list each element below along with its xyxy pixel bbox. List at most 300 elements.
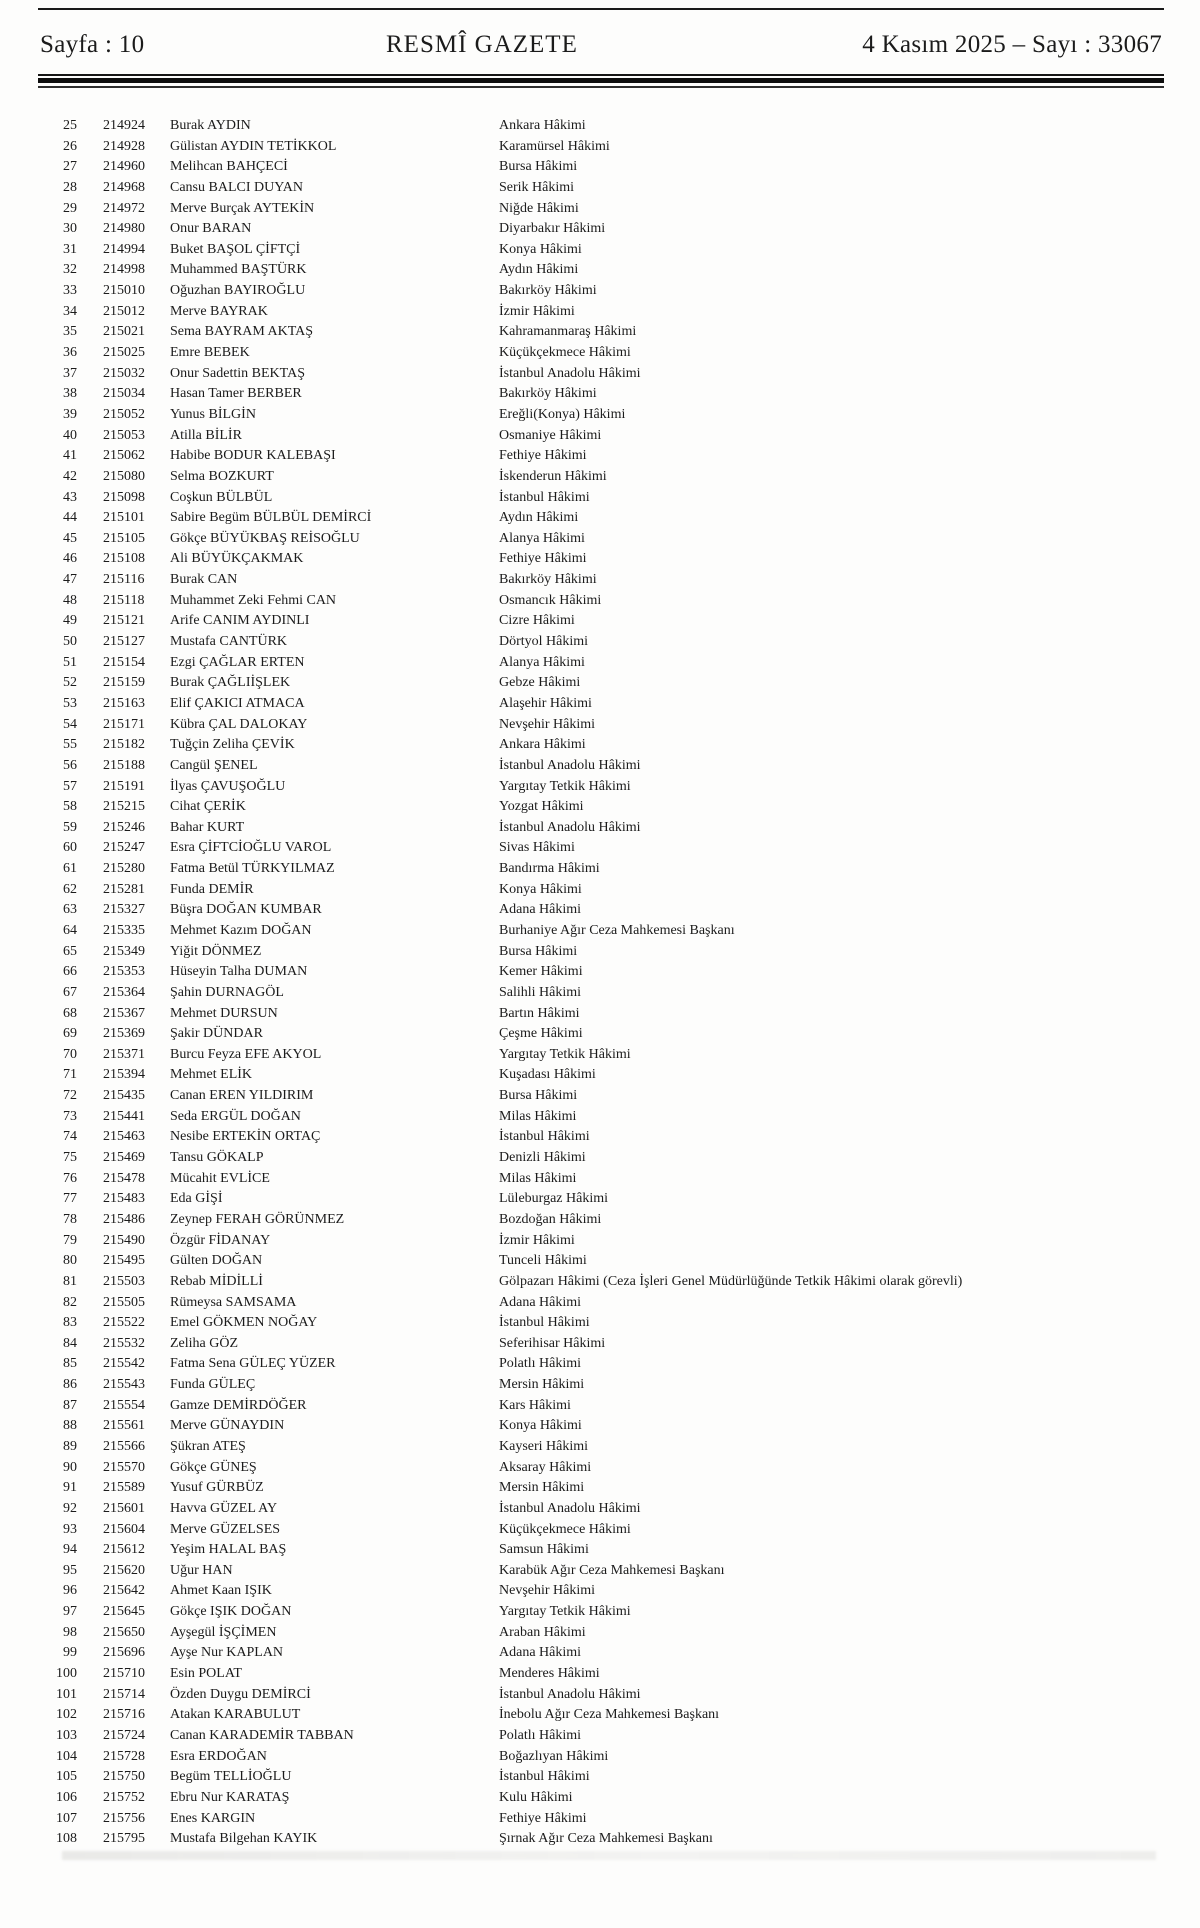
judge-name-cell: Mehmet ELİK: [170, 1067, 253, 1083]
judge-name-cell: Mustafa Bilgehan KAYIK: [170, 1831, 318, 1847]
registry-number-cell: 214928: [103, 138, 145, 154]
judge-position-cell: Ereğli(Konya) Hâkimi: [499, 406, 626, 422]
registry-number-cell: 215642: [103, 1583, 145, 1599]
judge-name-cell: Ahmet Kaan IŞIK: [170, 1583, 272, 1599]
table-row: [0, 1540, 1200, 1561]
judge-position-cell: Niğde Hâkimi: [499, 200, 579, 216]
judge-position-cell: Nevşehir Hâkimi: [499, 1583, 596, 1599]
table-row: [0, 1272, 1200, 1293]
row-number-cell: 101: [56, 1686, 77, 1702]
table-row: [0, 1251, 1200, 1272]
row-number-cell: 74: [63, 1129, 77, 1145]
judge-name-cell: Ali BÜYÜKÇAKMAK: [170, 551, 304, 567]
judge-position-cell: Menderes Hâkimi: [499, 1666, 600, 1682]
row-number-cell: 31: [63, 241, 77, 257]
row-number-cell: 55: [63, 737, 77, 753]
judge-position-cell: Bakırköy Hâkimi: [499, 386, 597, 402]
table-row: [0, 983, 1200, 1004]
registry-number-cell: 215394: [103, 1067, 145, 1083]
judge-position-cell: Burhaniye Ağır Ceza Mahkemesi Başkanı: [499, 922, 735, 938]
table-row: [0, 364, 1200, 385]
judge-position-cell: Samsun Hâkimi: [499, 1542, 589, 1558]
judge-position-cell: İstanbul Hâkimi: [499, 1129, 590, 1145]
table-row: [0, 1313, 1200, 1334]
judge-name-cell: Gökçe IŞIK DOĞAN: [170, 1604, 292, 1620]
table-row: [0, 1004, 1200, 1025]
row-number-cell: 57: [63, 778, 77, 794]
judge-name-cell: Büşra DOĞAN KUMBAR: [170, 902, 322, 918]
row-number-cell: 62: [63, 881, 77, 897]
registry-number-cell: 215601: [103, 1500, 145, 1516]
registry-number-cell: 214968: [103, 179, 145, 195]
table-row: [0, 1416, 1200, 1437]
judge-name-cell: Burak CAN: [170, 572, 238, 588]
registry-number-cell: 215335: [103, 922, 145, 938]
table-row: [0, 529, 1200, 550]
row-number-cell: 82: [63, 1294, 77, 1310]
registry-number-cell: 215280: [103, 861, 145, 877]
judge-position-cell: Polatlı Hâkimi: [499, 1356, 582, 1372]
registry-number-cell: 215053: [103, 427, 145, 443]
registry-number-cell: 215327: [103, 902, 145, 918]
table-row: [0, 1375, 1200, 1396]
judge-name-cell: Esin POLAT: [170, 1666, 242, 1682]
table-row: [0, 1726, 1200, 1747]
judge-name-cell: Gökçe BÜYÜKBAŞ REİSOĞLU: [170, 530, 360, 546]
row-number-cell: 43: [63, 489, 77, 505]
registry-number-cell: 215503: [103, 1273, 145, 1289]
judge-name-cell: Şakir DÜNDAR: [170, 1026, 263, 1042]
judge-name-cell: Hasan Tamer BERBER: [170, 386, 302, 402]
judge-position-cell: Bursa Hâkimi: [499, 159, 578, 175]
row-number-cell: 107: [56, 1810, 77, 1826]
table-row: [0, 240, 1200, 261]
registry-number-cell: 215756: [103, 1810, 145, 1826]
judge-name-cell: Ebru Nur KARATAŞ: [170, 1789, 290, 1805]
row-number-cell: 54: [63, 716, 77, 732]
judge-position-cell: Kulu Hâkimi: [499, 1789, 573, 1805]
judge-name-cell: Mehmet Kazım DOĞAN: [170, 922, 312, 938]
registry-number-cell: 215561: [103, 1418, 145, 1434]
gazette-title: RESMÎ GAZETE: [386, 31, 578, 58]
judge-position-cell: Dörtyol Hâkimi: [499, 634, 589, 650]
judge-position-cell: İstanbul Hâkimi: [499, 489, 590, 505]
registry-number-cell: 214998: [103, 262, 145, 278]
registry-number-cell: 215795: [103, 1831, 145, 1847]
row-number-cell: 29: [63, 200, 77, 216]
row-number-cell: 59: [63, 819, 77, 835]
table-row: [0, 1107, 1200, 1128]
judge-name-cell: Sabire Begüm BÜLBÜL DEMİRCİ: [170, 510, 372, 526]
judge-position-cell: Aksaray Hâkimi: [499, 1459, 592, 1475]
judge-name-cell: Ayşe Nur KAPLAN: [170, 1645, 284, 1661]
judge-position-cell: Yargıtay Tetkik Hâkimi: [499, 778, 631, 794]
registry-number-cell: 215080: [103, 468, 145, 484]
judge-position-cell: Tunceli Hâkimi: [499, 1253, 587, 1269]
judge-position-cell: Adana Hâkimi: [499, 902, 582, 918]
row-number-cell: 53: [63, 695, 77, 711]
registry-number-cell: 215469: [103, 1150, 145, 1166]
judge-name-cell: Hüseyin Talha DUMAN: [170, 964, 308, 980]
table-row: [0, 260, 1200, 281]
table-row: [0, 570, 1200, 591]
judge-position-cell: Aydın Hâkimi: [499, 510, 579, 526]
registry-number-cell: 215182: [103, 737, 145, 753]
row-number-cell: 46: [63, 551, 77, 567]
judge-position-cell: Seferihisar Hâkimi: [499, 1335, 606, 1351]
page-number-label: Sayfa : 10: [40, 31, 145, 58]
registry-number-cell: 215025: [103, 345, 145, 361]
row-number-cell: 65: [63, 943, 77, 959]
registry-number-cell: 215353: [103, 964, 145, 980]
judge-name-cell: Gökçe GÜNEŞ: [170, 1459, 257, 1475]
judge-position-cell: Yargıtay Tetkik Hâkimi: [499, 1604, 631, 1620]
registry-number-cell: 215554: [103, 1397, 145, 1413]
row-number-cell: 56: [63, 757, 77, 773]
table-row: [0, 1045, 1200, 1066]
judge-name-cell: Habibe BODUR KALEBAŞI: [170, 448, 336, 464]
judge-position-cell: Kemer Hâkimi: [499, 964, 583, 980]
judge-position-cell: Küçükçekmece Hâkimi: [499, 345, 631, 361]
judge-position-cell: Araban Hâkimi: [499, 1624, 586, 1640]
judge-position-cell: Osmancık Hâkimi: [499, 592, 602, 608]
judge-position-cell: Kars Hâkimi: [499, 1397, 571, 1413]
table-row: [0, 1561, 1200, 1582]
table-row: [0, 715, 1200, 736]
registry-number-cell: 215612: [103, 1542, 145, 1558]
registry-number-cell: 215505: [103, 1294, 145, 1310]
registry-number-cell: 215163: [103, 695, 145, 711]
registry-number-cell: 214924: [103, 118, 145, 133]
judge-position-cell: İstanbul Anadolu Hâkimi: [499, 1500, 641, 1516]
row-number-cell: 97: [63, 1604, 77, 1620]
table-row: [0, 281, 1200, 302]
judge-name-cell: Buket BAŞOL ÇİFTÇİ: [170, 241, 301, 257]
judge-name-cell: Mücahit EVLİCE: [170, 1170, 270, 1186]
table-row: [0, 756, 1200, 777]
judge-name-cell: Esra ÇİFTCİOĞLU VAROL: [170, 840, 332, 856]
registry-number-cell: 215364: [103, 984, 145, 1000]
table-row: [0, 116, 1200, 137]
judge-name-cell: Burak ÇAĞLIİŞLEK: [170, 675, 291, 691]
judge-position-cell: İstanbul Anadolu Hâkimi: [499, 757, 641, 773]
registry-number-cell: 215034: [103, 386, 145, 402]
row-number-cell: 78: [63, 1211, 77, 1227]
row-number-cell: 92: [63, 1500, 77, 1516]
registry-number-cell: 215570: [103, 1459, 145, 1475]
registry-number-cell: 215101: [103, 510, 145, 526]
judge-position-cell: Alanya Hâkimi: [499, 654, 585, 670]
row-number-cell: 83: [63, 1315, 77, 1331]
row-number-cell: 25: [63, 118, 77, 133]
row-number-cell: 77: [63, 1191, 77, 1207]
judge-position-cell: Alanya Hâkimi: [499, 530, 585, 546]
table-row: [0, 1788, 1200, 1809]
judge-position-cell: İstanbul Anadolu Hâkimi: [499, 1686, 641, 1702]
registry-number-cell: 215478: [103, 1170, 145, 1186]
row-number-cell: 30: [63, 221, 77, 237]
row-number-cell: 95: [63, 1562, 77, 1578]
judge-name-cell: Mehmet DURSUN: [170, 1005, 278, 1021]
table-row: [0, 735, 1200, 756]
table-row: [0, 384, 1200, 405]
row-number-cell: 105: [56, 1769, 77, 1785]
registry-number-cell: 215566: [103, 1439, 145, 1454]
judge-name-cell: Muhammet Zeki Fehmi CAN: [170, 592, 337, 608]
judge-name-cell: Emre BEBEK: [170, 345, 250, 361]
judge-name-cell: Ezgi ÇAĞLAR ERTEN: [170, 654, 305, 670]
judge-name-cell: Elif ÇAKICI ATMACA: [170, 695, 305, 711]
judge-name-cell: Özden Duygu DEMİRCİ: [170, 1686, 311, 1702]
judge-name-cell: Canan EREN YILDIRIM: [170, 1088, 314, 1104]
judge-name-cell: Özgür FİDANAY: [170, 1232, 271, 1248]
row-number-cell: 50: [63, 634, 77, 650]
judge-name-cell: Merve GÜNAYDIN: [170, 1418, 285, 1434]
judge-position-cell: Şırnak Ağır Ceza Mahkemesi Başkanı: [499, 1831, 713, 1847]
registry-number-cell: 215724: [103, 1727, 145, 1743]
judge-position-cell: Adana Hâkimi: [499, 1645, 582, 1661]
registry-number-cell: 215650: [103, 1624, 145, 1640]
table-row: [0, 549, 1200, 570]
table-row: [0, 178, 1200, 199]
registry-number-cell: 214960: [103, 159, 145, 175]
registry-number-cell: 215543: [103, 1377, 145, 1393]
table-row: [0, 1437, 1200, 1458]
row-number-cell: 100: [56, 1666, 77, 1682]
judge-position-cell: Mersin Hâkimi: [499, 1480, 585, 1496]
table-row: [0, 921, 1200, 942]
table-row: [0, 343, 1200, 364]
table-row: [0, 1086, 1200, 1107]
row-number-cell: 47: [63, 572, 77, 588]
judge-position-cell: Karamürsel Hâkimi: [499, 138, 610, 154]
judge-position-cell: İzmir Hâkimi: [499, 303, 575, 319]
row-number-cell: 44: [63, 510, 77, 526]
judge-name-cell: Sema BAYRAM AKTAŞ: [170, 324, 314, 340]
registry-number-cell: 215154: [103, 654, 145, 670]
judge-position-cell: Bandırma Hâkimi: [499, 861, 600, 877]
table-row: [0, 1024, 1200, 1045]
table-row: [0, 673, 1200, 694]
judge-name-cell: Cihat ÇERİK: [170, 799, 246, 815]
registry-number-cell: 215108: [103, 551, 145, 567]
registry-number-cell: 215121: [103, 613, 145, 629]
table-row: [0, 777, 1200, 798]
table-row: [0, 1602, 1200, 1623]
judge-position-cell: Fethiye Hâkimi: [499, 448, 587, 464]
registry-number-cell: 215062: [103, 448, 145, 464]
row-number-cell: 61: [63, 861, 77, 877]
row-number-cell: 51: [63, 654, 77, 670]
table-row: [0, 1458, 1200, 1479]
header-divider-thick: [38, 78, 1164, 83]
registry-number-cell: 215620: [103, 1562, 145, 1578]
row-number-cell: 63: [63, 902, 77, 918]
header-top-rule: [38, 8, 1164, 10]
judge-name-cell: Zeynep FERAH GÖRÜNMEZ: [170, 1211, 345, 1227]
table-row: [0, 1809, 1200, 1830]
registry-number-cell: 215716: [103, 1707, 145, 1723]
registry-number-cell: 215728: [103, 1748, 145, 1764]
registry-number-cell: 215188: [103, 757, 145, 773]
registry-number-cell: 215495: [103, 1253, 145, 1269]
row-number-cell: 69: [63, 1026, 77, 1042]
row-number-cell: 102: [56, 1707, 77, 1723]
judge-name-cell: Enes KARGIN: [170, 1810, 256, 1826]
registry-number-cell: 215490: [103, 1232, 145, 1248]
judge-position-cell: Bakırköy Hâkimi: [499, 572, 597, 588]
row-number-cell: 41: [63, 448, 77, 464]
judge-position-cell: Lüleburgaz Hâkimi: [499, 1191, 608, 1207]
judge-name-cell: Arife CANIM AYDINLI: [170, 613, 310, 629]
row-number-cell: 75: [63, 1150, 77, 1166]
judge-name-cell: Nesibe ERTEKİN ORTAÇ: [170, 1129, 321, 1145]
row-number-cell: 90: [63, 1459, 77, 1475]
judge-position-cell: İstanbul Anadolu Hâkimi: [499, 819, 641, 835]
row-number-cell: 38: [63, 386, 77, 402]
row-number-cell: 45: [63, 530, 77, 546]
judge-name-cell: Selma BOZKURT: [170, 468, 274, 484]
registry-number-cell: 215021: [103, 324, 145, 340]
registry-number-cell: 214994: [103, 241, 145, 257]
registry-number-cell: 215714: [103, 1686, 145, 1702]
table-row: [0, 157, 1200, 178]
row-number-cell: 86: [63, 1377, 77, 1393]
row-number-cell: 79: [63, 1232, 77, 1248]
table-row: [0, 1623, 1200, 1644]
table-row: [0, 880, 1200, 901]
judge-name-cell: Cansu BALCI DUYAN: [170, 179, 303, 195]
judge-name-cell: Funda DEMİR: [170, 881, 254, 897]
judge-name-cell: Canan KARADEMİR TABBAN: [170, 1727, 354, 1743]
judge-position-cell: Osmaniye Hâkimi: [499, 427, 602, 443]
judge-name-cell: Gamze DEMİRDÖĞER: [170, 1397, 307, 1413]
judge-name-cell: Rümeysa SAMSAMA: [170, 1294, 297, 1310]
row-number-cell: 91: [63, 1480, 77, 1496]
row-number-cell: 28: [63, 179, 77, 195]
table-row: [0, 508, 1200, 529]
table-row: [0, 632, 1200, 653]
judge-name-cell: Fatma Betül TÜRKYILMAZ: [170, 861, 335, 877]
table-row: [0, 1354, 1200, 1375]
table-row: [0, 1127, 1200, 1148]
row-number-cell: 104: [56, 1748, 77, 1764]
table-row: [0, 199, 1200, 220]
registry-number-cell: 215191: [103, 778, 145, 794]
row-number-cell: 42: [63, 468, 77, 484]
row-number-cell: 76: [63, 1170, 77, 1186]
date-issue-label: 4 Kasım 2025 – Sayı : 33067: [862, 31, 1162, 58]
judge-name-cell: Begüm TELLİOĞLU: [170, 1769, 292, 1785]
judge-position-cell: Adana Hâkimi: [499, 1294, 582, 1310]
judge-position-cell: Kahramanmaraş Hâkimi: [499, 324, 637, 340]
judge-position-cell: Mersin Hâkimi: [499, 1377, 585, 1393]
row-number-cell: 84: [63, 1335, 77, 1351]
table-row: [0, 467, 1200, 488]
judge-position-cell: Bozdoğan Hâkimi: [499, 1211, 602, 1227]
row-number-cell: 64: [63, 922, 77, 938]
judge-name-cell: Gülistan AYDIN TETİKKOL: [170, 138, 337, 154]
judge-position-cell: Denizli Hâkimi: [499, 1150, 586, 1166]
table-row: [0, 797, 1200, 818]
judge-name-cell: Burcu Feyza EFE AKYOL: [170, 1046, 322, 1062]
judge-position-cell: Yargıtay Tetkik Hâkimi: [499, 1046, 631, 1062]
row-number-cell: 49: [63, 613, 77, 629]
row-number-cell: 40: [63, 427, 77, 443]
registry-number-cell: 215281: [103, 881, 145, 897]
judge-position-cell: Gölpazarı Hâkimi (Ceza İşleri Genel Müdürlüğünde Tetkik Hâkimi olarak görevli): [499, 1273, 963, 1289]
registry-number-cell: 215435: [103, 1088, 145, 1104]
table-row: [0, 446, 1200, 467]
registry-number-cell: 215127: [103, 634, 145, 650]
row-number-cell: 68: [63, 1005, 77, 1021]
registry-number-cell: 215710: [103, 1666, 145, 1682]
judge-position-cell: Karabük Ağır Ceza Mahkemesi Başkanı: [499, 1562, 725, 1578]
row-number-cell: 99: [63, 1645, 77, 1661]
registry-number-cell: 215542: [103, 1356, 145, 1372]
judge-name-cell: Fatma Sena GÜLEÇ YÜZER: [170, 1356, 336, 1372]
table-row: [0, 942, 1200, 963]
table-row: [0, 219, 1200, 240]
row-number-cell: 93: [63, 1521, 77, 1537]
judge-position-cell: Milas Hâkimi: [499, 1108, 577, 1124]
row-number-cell: 37: [63, 365, 77, 381]
judge-name-cell: Funda GÜLEÇ: [170, 1377, 256, 1393]
table-row: [0, 1829, 1200, 1850]
row-number-cell: 72: [63, 1088, 77, 1104]
row-number-cell: 48: [63, 592, 77, 608]
table-row: [0, 1169, 1200, 1190]
row-number-cell: 67: [63, 984, 77, 1000]
judge-position-cell: Kuşadası Hâkimi: [499, 1067, 596, 1083]
judge-name-cell: Merve BAYRAK: [170, 303, 268, 319]
registry-number-cell: 215604: [103, 1521, 145, 1537]
judge-name-cell: Atilla BİLİR: [170, 427, 242, 443]
table-row: [0, 302, 1200, 323]
table-row: [0, 653, 1200, 674]
judge-name-cell: Şahin DURNAGÖL: [170, 984, 284, 1000]
registry-number-cell: 215750: [103, 1769, 145, 1785]
table-row: [0, 1520, 1200, 1541]
row-number-cell: 73: [63, 1108, 77, 1124]
judge-name-cell: Emel GÖKMEN NOĞAY: [170, 1315, 318, 1331]
registry-number-cell: 215171: [103, 716, 145, 732]
table-row: [0, 1747, 1200, 1768]
judge-name-cell: Onur BARAN: [170, 221, 252, 237]
registry-number-cell: 215349: [103, 943, 145, 959]
judge-position-cell: Aydın Hâkimi: [499, 262, 579, 278]
row-number-cell: 39: [63, 406, 77, 422]
row-number-cell: 98: [63, 1624, 77, 1640]
registry-number-cell: 215098: [103, 489, 145, 505]
table-row: [0, 591, 1200, 612]
registry-number-cell: 215010: [103, 283, 145, 299]
table-row: [0, 1581, 1200, 1602]
table-row: [0, 322, 1200, 343]
judge-position-cell: Nevşehir Hâkimi: [499, 716, 596, 732]
judge-position-cell: Boğazlıyan Hâkimi: [499, 1748, 609, 1764]
row-number-cell: 89: [63, 1439, 77, 1454]
registry-number-cell: 215246: [103, 819, 145, 835]
table-row: [0, 859, 1200, 880]
judge-position-cell: Konya Hâkimi: [499, 881, 582, 897]
table-row: [0, 1189, 1200, 1210]
judge-name-cell: Burak AYDIN: [170, 118, 251, 133]
judge-position-cell: Yozgat Hâkimi: [499, 799, 584, 815]
row-number-cell: 52: [63, 675, 77, 691]
registry-number-cell: 215159: [103, 675, 145, 691]
table-row: [0, 1065, 1200, 1086]
